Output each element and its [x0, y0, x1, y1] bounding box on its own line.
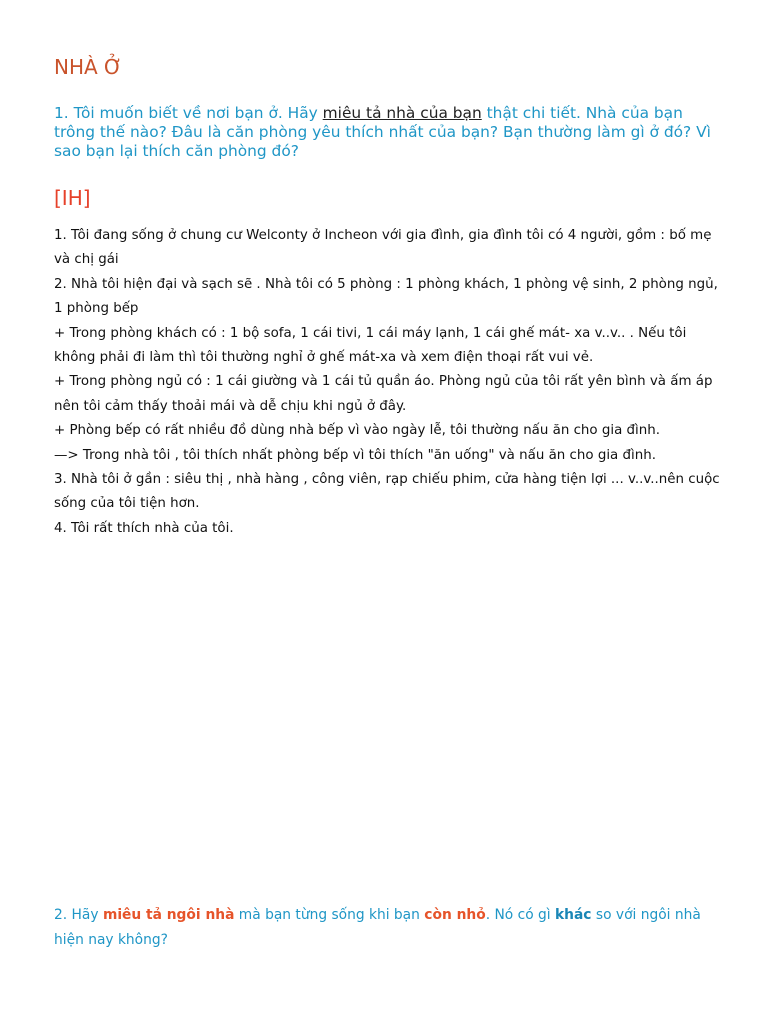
question-2-highlight-1: miêu tả ngôi nhà: [102, 907, 235, 923]
question-1-underlined: miêu tả nhà của bạn: [322, 104, 482, 122]
answer-block: [54, 224, 722, 541]
question-2: [54, 903, 722, 953]
answer-line-6: —> Trong nhà tôi , tôi thích nhất phòng bếp vì tôi thích "ăn uống" và nấu ăn cho gia đình.: [54, 447, 656, 463]
question-1-suffix: thật chi tiết. Nhà của bạn trông thế nào? Đâu là căn phòng yêu thích nhất của bạn? Bạn thường làm gì ở đó? Vì sao bạn lại thích căn phòng đó?: [54, 104, 711, 160]
question-2-part-1: 2. Hãy: [54, 907, 103, 923]
question-2-highlight-3: khác: [555, 907, 592, 923]
answer-line-4: + Trong phòng ngủ có : 1 cái giường và 1 cái tủ quần áo. Phòng ngủ của tôi rất yên bình và ấm áp nên tôi cảm thấy thoải mái và dễ chịu khi ngủ ở đây.: [54, 374, 713, 414]
answer-line-2: 2. Nhà tôi hiện đại và sạch sẽ . Nhà tôi có 5 phòng : 1 phòng khách, 1 phòng vệ sinh, 2 phòng ngủ, 1 phòng bếp: [54, 276, 718, 317]
answer-line-1: 1. Tôi đang sống ở chung cư Welconty ở Incheon với gia đình, gia đình tôi có 4 người, gồm : bố mẹ và chị gái: [54, 228, 712, 268]
question-2-highlight-2: còn nhỏ: [424, 907, 486, 923]
answer-line-8: 4. Tôi rất thích nhà của tôi.: [54, 520, 234, 536]
question-2-part-4: so với ngôi nhà hiện nay không?: [54, 907, 701, 948]
answer-line-3: + Trong phòng khách có : 1 bộ sofa, 1 cái tivi, 1 cái máy lạnh, 1 cái ghế mát- xa v..v.. . Nếu tôi không phải đi làm thì tôi thường nghỉ ở ghế mát-xa và xem điện thoại rất vui vẻ.: [54, 325, 687, 366]
question-2-part-3: . Nó có gì: [485, 907, 555, 923]
answer-line-7: 3. Nhà tôi ở gần : siêu thị , nhà hàng , công viên, rạp chiếu phim, cửa hàng tiện lợi ... v..v..nên cuộc sống của tôi tiện hơn.: [54, 472, 720, 512]
question-1: [54, 104, 726, 161]
question-1-prefix: 1. Tôi muốn biết về nơi bạn ở. Hãy: [54, 104, 323, 122]
answer-line-5: + Phòng bếp có rất nhiều đồ dùng nhà bếp vì vào ngày lễ, tôi thường nấu ăn cho gia đình.: [54, 423, 661, 439]
page-title: NHÀ Ở: [54, 55, 123, 79]
question-2-part-2: mà bạn từng sống khi bạn: [234, 907, 425, 923]
answer-tag: [IH]: [54, 186, 91, 210]
